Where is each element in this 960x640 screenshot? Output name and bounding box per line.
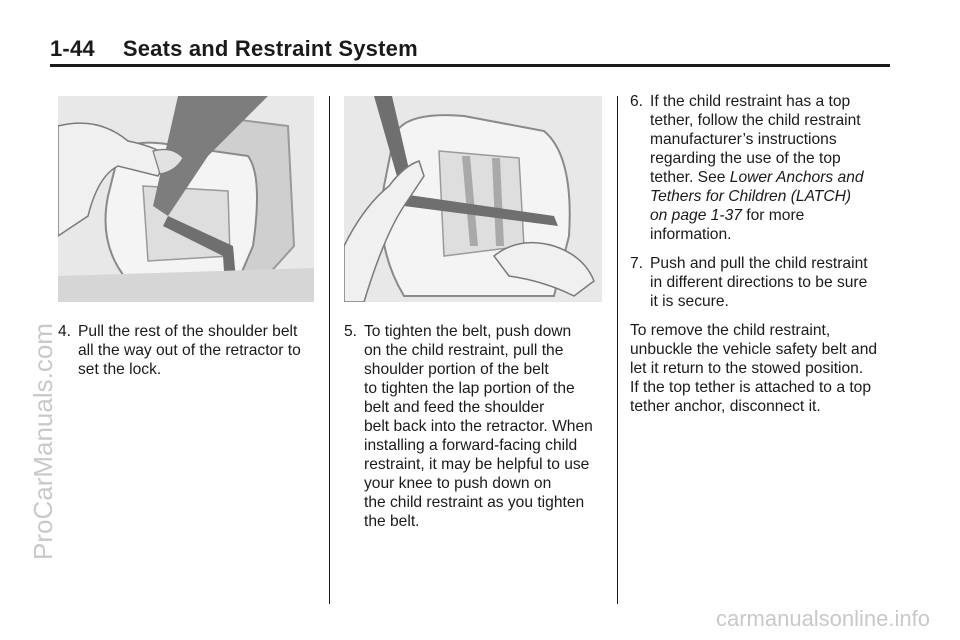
step-body xyxy=(650,92,895,244)
see-prefix: tether. See xyxy=(650,169,730,186)
step-line: it is secure. xyxy=(650,293,729,310)
step-line: set the lock. xyxy=(78,361,162,378)
step-line: on the child restraint, pull the xyxy=(364,342,564,359)
column-divider-1 xyxy=(329,96,330,604)
step-7 xyxy=(630,254,895,311)
step-number: 5. xyxy=(344,323,358,340)
step-body xyxy=(364,322,614,531)
step-line-with-reference xyxy=(650,168,895,187)
step-line: installing a forward-facing child xyxy=(364,437,578,454)
page-header xyxy=(50,36,418,62)
cross-reference-link[interactable]: Lower Anchors and xyxy=(729,169,864,186)
step-line-with-reference xyxy=(650,206,895,225)
paragraph-line: let it return to the stowed position. xyxy=(630,360,864,377)
paragraph-line: unbuckle the vehicle safety belt and xyxy=(630,341,878,358)
paragraph-line: If the top tether is attached to a top xyxy=(630,379,871,396)
step-5 xyxy=(344,322,614,531)
step-6 xyxy=(630,92,895,244)
step-line: shoulder portion of the belt xyxy=(364,361,549,378)
step-line: to tighten the lap portion of the xyxy=(364,380,575,397)
step-4 xyxy=(58,322,324,379)
step-line: restraint, it may be helpful to use xyxy=(364,456,590,473)
section-title: Seats and Restraint System xyxy=(122,36,418,61)
paragraph-line: tether anchor, disconnect it. xyxy=(630,398,821,415)
step-line: all the way out of the retractor to xyxy=(78,342,301,359)
page-number: 1-44 xyxy=(50,36,95,61)
step-number: 7. xyxy=(630,255,644,272)
step-line: regarding the use of the top xyxy=(650,150,841,167)
step-line: the belt. xyxy=(364,513,420,530)
step-body xyxy=(78,322,324,379)
step-line: information. xyxy=(650,226,732,243)
step-number: 6. xyxy=(630,93,644,110)
paragraph-line: To remove the child restraint, xyxy=(630,322,831,339)
column-divider-2 xyxy=(617,96,618,604)
step-line: If the child restraint has a top xyxy=(650,93,851,110)
step-line: Push and pull the child restraint xyxy=(650,255,868,272)
column-1-text xyxy=(58,322,324,379)
bottom-watermark: carmanualsonline.info xyxy=(715,606,930,631)
step-line: Pull the rest of the shoulder belt xyxy=(78,323,298,340)
cross-reference-page[interactable]: on page 1-37 xyxy=(650,207,742,224)
column-3-text xyxy=(630,92,895,416)
step-line: belt back into the retractor. When xyxy=(364,418,593,435)
step-line: the child restraint as you tighten xyxy=(364,494,585,511)
cross-reference-link[interactable]: Tethers for Children (LATCH) xyxy=(650,188,852,205)
removal-paragraph xyxy=(630,321,895,416)
header-rule xyxy=(50,64,890,67)
see-suffix: for more xyxy=(741,207,805,224)
step-line: your knee to push down on xyxy=(364,475,552,492)
column-2-text xyxy=(344,322,614,531)
child-seat-push-down-tighten-illustration xyxy=(344,96,602,302)
step-line: tether, follow the child restraint xyxy=(650,112,861,129)
side-watermark: ProCarManuals.com xyxy=(28,323,58,560)
child-seat-shoulder-belt-pull-illustration xyxy=(58,96,314,302)
step-line: belt and feed the shoulder xyxy=(364,399,545,416)
step-line: To tighten the belt, push down xyxy=(364,323,572,340)
step-line: in different directions to be sure xyxy=(650,274,868,291)
step-body xyxy=(650,254,895,311)
step-line: manufacturer’s instructions xyxy=(650,131,837,148)
step-number: 4. xyxy=(58,323,72,340)
